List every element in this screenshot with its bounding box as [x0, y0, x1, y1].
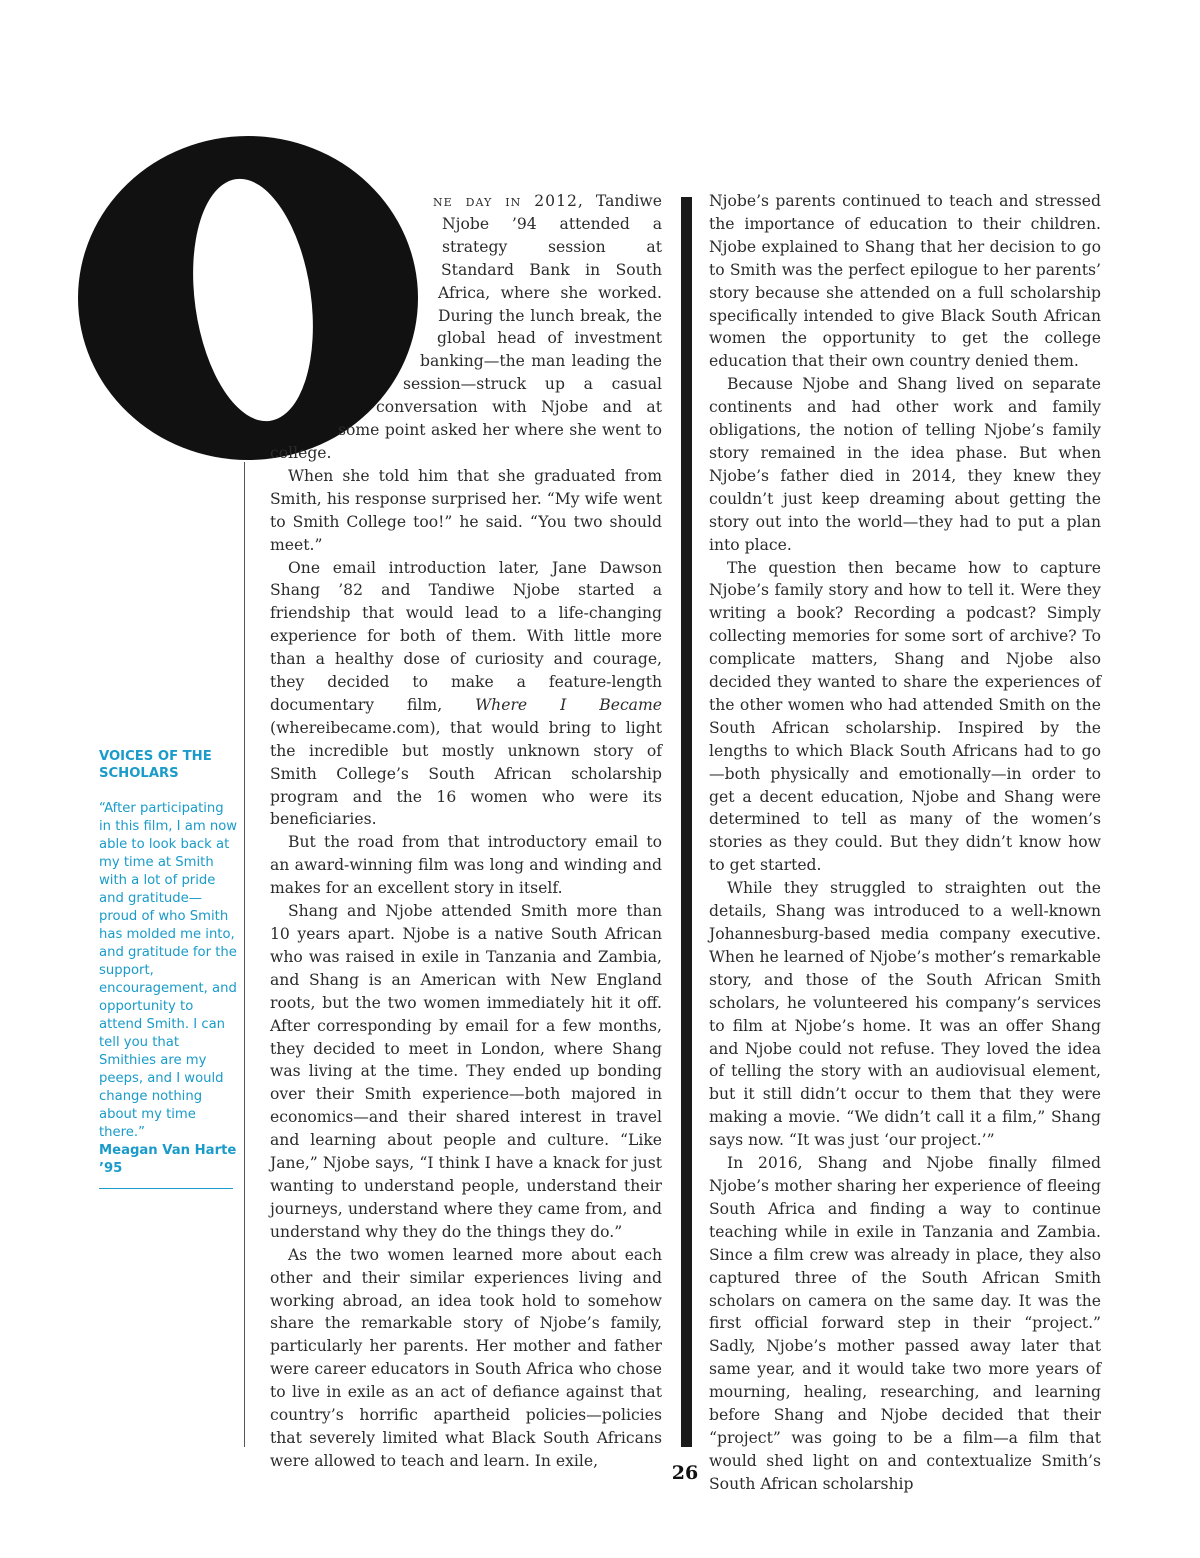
article-paragraph: When she told him that she graduated from Smith, his response surprised her. “My wife went to Smith College too!” he said. “You two should meet.” — [270, 466, 662, 554]
article-paragraph: The question then became how to capture Njobe’s family story and how to tell it. Were they writing a book? Recording a podcast? Simply collecting memories for some sort of archive? To complicate matters, Shang and Njobe also decided they wanted to share the experiences of the other women who had attended Smith on the South African scholarship. Inspired by the lengths to which Black South Africans had to go—both physically and emotionally—in order to get a decent education, Njobe and Shang were determined to tell as many of the women’s stories as they could. But they didn’t know how to get started. — [709, 558, 1101, 875]
article-paragraph — [270, 557, 662, 832]
lead-in-text: Tandiwe Njobe ’94 attended a strategy session at Standard Bank in South Africa, where she worked. During the lunch break, the global head of investment banking—the man leading the session—struck up a casual conversation with Njobe and at some point asked her where she went to college. — [270, 192, 662, 462]
page-number: 26 — [671, 1462, 699, 1484]
paragraph-text: (whereibecame.com), that would bring to light the incredible but mostly unknown story of Smith College’s South African scholarship program and the 16 women who were its beneficiaries. — [270, 718, 662, 829]
column-divider-thin — [244, 462, 245, 1447]
film-title: Where I Became — [475, 695, 662, 714]
article-column-1 — [270, 190, 662, 1473]
article-paragraph: Shang and Njobe attended Smith more than 10 years apart. Njobe is a native South African who was raised in exile in Tanzania and Zambia, and Shang is an American with New England roots, but the two women immediately hit it off. After corresponding by email for a few months, they decided to meet in London, where Shang was living at the time. They ended up bonding over their Smith experience—both majored in economics—and their shared interest in travel and learning about people and culture. “Like Jane,” Njobe says, “I think I have a knack for just wanting to understand people, understand their journeys, understand where they came from, and understand why they do the things they do.” — [270, 902, 662, 1241]
article-paragraph: But the road from that introductory email to an award-winning film was long and winding and makes for an excellent story in itself. — [270, 833, 662, 898]
sidebar-quote: “After participating in this film, I am now able to look back at my time at Smith with a lot of pride and gratitude—proud of who Smith has molded me into, and gratitude for the support, encouragement, and opportunity to attend Smith. I can tell you that Smithies are my peeps, and I would change nothing about my time there.” — [99, 801, 238, 1140]
article-paragraph: Because Njobe and Shang lived on separate continents and had other work and family obligations, the notion of telling Njobe’s family story remained in the idea phase. But when Njobe’s father died in 2014, they knew they couldn’t just keep dreaming about getting the story out into the world—they had to put a plan into place. — [709, 375, 1101, 554]
sidebar-author: Meagan Van Harte ’95 — [99, 1143, 237, 1176]
sidebar-heading: VOICES OF THE SCHOLARS — [99, 749, 212, 781]
sidebar-pull-quote — [99, 748, 239, 1189]
article-paragraph: In 2016, Shang and Njobe finally filmed Njobe’s mother sharing her experience of fleeing South Africa and finding a way to continue teaching while in exile in Tanzania and Zambia. Since a film crew was already in place, they also captured three of the South African Smith scholars on camera on the same day. It was the first official forward step in their “project.” Sadly, Njobe’s mother passed away later that same year, and it would take two more years of mourning, healing, researching, and learning before Shang and Njobe decided that their “project” was going to be a film—a film that would shed light on and contextualize Smith’s South African scholarship — [709, 1154, 1101, 1493]
article-column-2 — [709, 190, 1101, 1496]
article-paragraph: While they struggled to straighten out the details, Shang was introduced to a well-known Johannesburg-based media company executive. When he learned of Njobe’s mother’s remarkable story, and those of the South African Smith scholars, he volunteered his company’s services to film at Njobe’s home. It was an offer Shang and Njobe could not refuse. They loved the idea of telling the story with an audiovisual element, but it still didn’t occur to them that they were making a movie. “We didn’t call it a film,” Shang says now. “It was just ‘our project.’” — [709, 879, 1101, 1150]
sidebar-rule — [99, 1188, 233, 1189]
paragraph-text: One email introduction later, Jane Dawson Shang ’82 and Tandiwe Njobe started a friendship that would lead to a life-changing experience for both of them. With little more than a healthy dose of curiosity and courage, they decided to make a feature-length documentary film, — [270, 558, 662, 714]
article-paragraph: Njobe’s parents continued to teach and stressed the importance of education to their children. Njobe explained to Shang that her decision to go to Smith was the perfect epilogue to her parents’ story because she attended on a full scholarship specifically intended to give Black South African women the opportunity to get the college education that their own country denied them. — [709, 192, 1101, 371]
article-paragraph: As the two women learned more about each other and their similar experiences living and working abroad, an idea took hold to somehow share the remarkable story of Njobe’s family, particularly her parents. Her mother and father were career educators in South Africa who chose to live in exile as an act of defiance against that country’s horrific apartheid policies—policies that severely limited what Black South Africans were allowed to teach and learn. In exile, — [270, 1245, 662, 1470]
lead-in-smallcaps: ne day in 2012, — [433, 192, 584, 210]
column-divider-thick — [681, 197, 692, 1447]
